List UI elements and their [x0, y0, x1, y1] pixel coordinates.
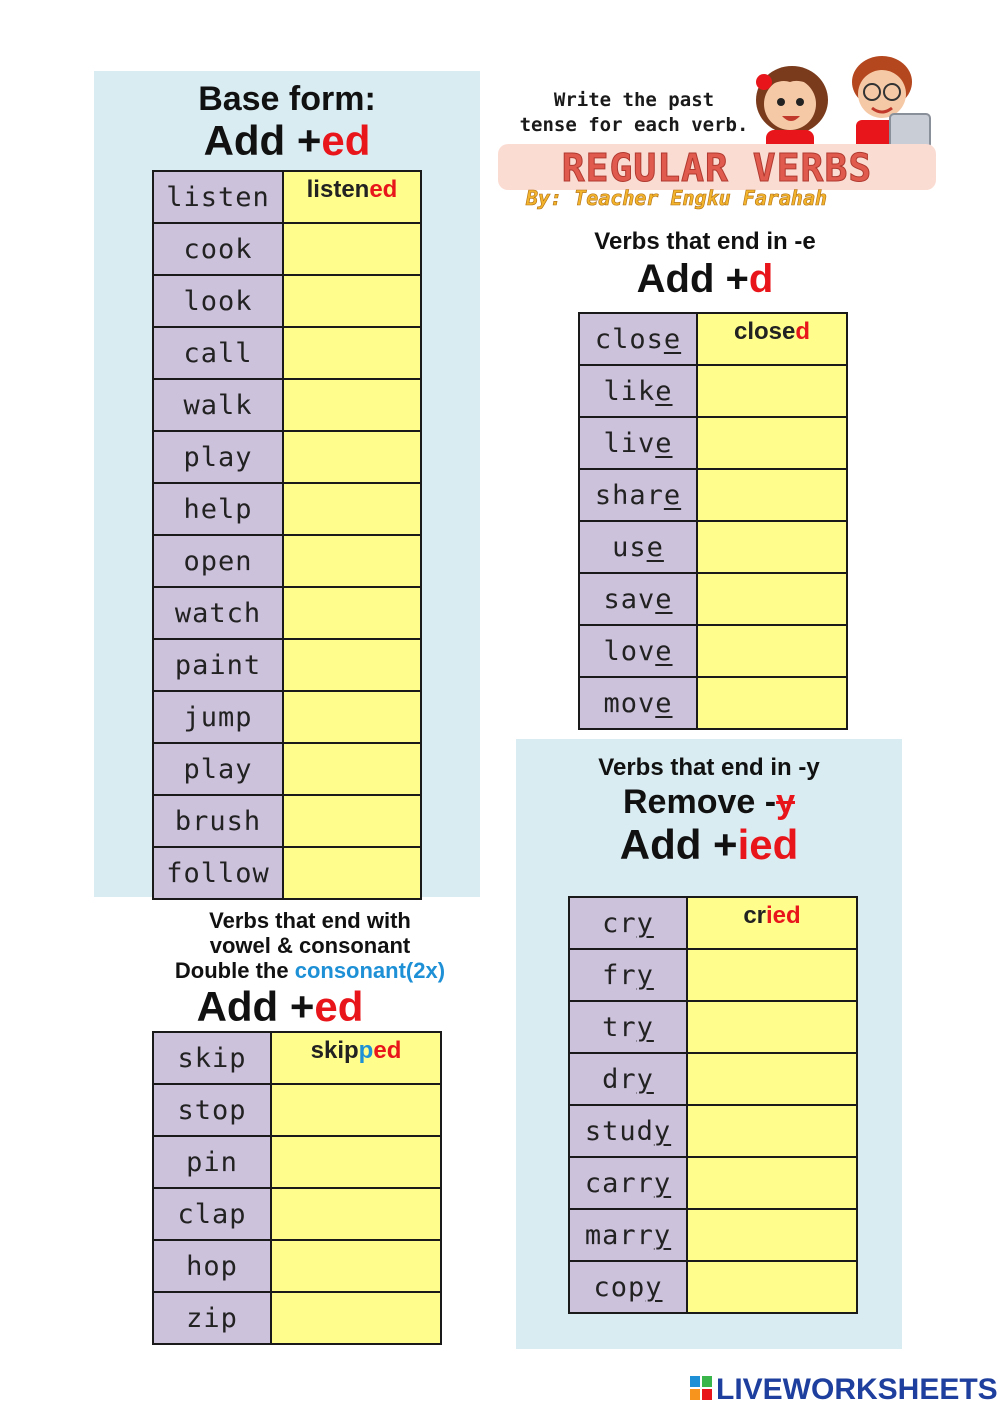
double-heading-line1: Verbs that end with: [209, 908, 411, 933]
verb-base-form: brush: [153, 795, 283, 847]
verb-base-form: [579, 469, 697, 521]
example-suffix: d: [795, 318, 811, 345]
verb-row: [153, 1188, 441, 1240]
past-tense-answer-field[interactable]: [687, 1105, 857, 1157]
verb-stem: dr: [602, 1063, 637, 1095]
past-tense-answer-field[interactable]: [283, 379, 421, 431]
verb-base-form: [579, 625, 697, 677]
past-tense-answer-field[interactable]: [283, 223, 421, 275]
past-tense-answer-field[interactable]: [697, 365, 847, 417]
verb-row: [153, 483, 421, 535]
past-tense-answer-field[interactable]: [697, 417, 847, 469]
past-tense-answer-field[interactable]: [283, 847, 421, 899]
add-ed-heading: Add +ed: [203, 117, 371, 164]
verb-row: [569, 1209, 857, 1261]
verb-base-form: stop: [153, 1084, 271, 1136]
verb-base-form: jump: [153, 691, 283, 743]
example-suffix: ed: [369, 176, 398, 203]
verb-base-form: watch: [153, 587, 283, 639]
verb-row: [153, 691, 421, 743]
verb-row: [153, 587, 421, 639]
past-tense-answer-field[interactable]: [283, 795, 421, 847]
verb-row: [153, 379, 421, 431]
e-verb-table: [578, 312, 848, 730]
verb-stem: mov: [603, 687, 656, 719]
verb-stem: lik: [603, 375, 656, 407]
verb-row: [569, 949, 857, 1001]
double-verb-table: [152, 1031, 442, 1345]
verb-base-form: walk: [153, 379, 283, 431]
verb-row: [153, 795, 421, 847]
verb-last-letter: e: [663, 323, 682, 355]
verb-last-letter: y: [653, 1219, 672, 1251]
example-answer: [697, 313, 847, 365]
verb-last-letter: y: [653, 1167, 672, 1199]
past-tense-answer-field[interactable]: [283, 743, 421, 795]
verb-stem: marr: [584, 1219, 654, 1251]
verb-base-form: cook: [153, 223, 283, 275]
past-tense-answer-field[interactable]: [697, 521, 847, 573]
verb-stem: fr: [602, 959, 637, 991]
verb-last-letter: y: [636, 907, 654, 939]
verb-base-form: [579, 521, 697, 573]
remove-y-heading: Remove -y: [623, 783, 795, 821]
verb-stem: shar: [594, 479, 664, 511]
instruction-text: Write the past tense for each verb.: [519, 89, 749, 136]
verb-base-form: skip: [153, 1032, 271, 1084]
past-tense-answer-field[interactable]: [283, 483, 421, 535]
e-section-title: [540, 228, 870, 302]
example-stem: listen: [306, 176, 370, 203]
verb-stem: us: [612, 531, 647, 563]
past-tense-answer-field[interactable]: [271, 1136, 441, 1188]
verb-last-letter: y: [636, 1063, 654, 1095]
verb-row: [569, 1053, 857, 1105]
add-ied-heading: Add +ied: [619, 821, 799, 868]
past-tense-answer-field[interactable]: [687, 1001, 857, 1053]
verb-last-letter: e: [663, 479, 682, 511]
past-tense-answer-field[interactable]: [687, 1261, 857, 1313]
verb-row: [153, 639, 421, 691]
verb-stem: liv: [603, 427, 656, 459]
kids-illustration: [744, 42, 940, 154]
verb-base-form: hop: [153, 1240, 271, 1292]
verb-base-form: [569, 1105, 687, 1157]
verb-row: [153, 327, 421, 379]
verb-row: [153, 1292, 441, 1344]
verb-stem: stud: [584, 1115, 654, 1147]
verb-base-form: help: [153, 483, 283, 535]
y-verb-table: [568, 896, 858, 1314]
verb-base-form: clap: [153, 1188, 271, 1240]
example-stem: skip: [310, 1037, 359, 1064]
verb-row: [569, 1261, 857, 1313]
verb-last-letter: e: [655, 427, 673, 459]
verb-base-form: [569, 897, 687, 949]
verb-row: [569, 1157, 857, 1209]
verb-row: [153, 223, 421, 275]
past-tense-answer-field[interactable]: [271, 1292, 441, 1344]
past-tense-answer-field[interactable]: [283, 431, 421, 483]
verb-row: [579, 469, 847, 521]
verb-last-letter: y: [653, 1115, 672, 1147]
verb-base-form: [579, 313, 697, 365]
verb-stem: cr: [602, 907, 637, 939]
y-section-heading: Verbs that end in -y: [598, 754, 820, 781]
author-byline: By: Teacher Engku Farahah: [526, 186, 828, 210]
verb-base-form: [569, 1157, 687, 1209]
verb-row: [153, 535, 421, 587]
verb-base-form: zip: [153, 1292, 271, 1344]
y-section-title: [516, 754, 902, 868]
example-answer: [271, 1032, 441, 1084]
double-add-ed-heading: Add +ed: [196, 983, 364, 1030]
example-stem: close: [733, 318, 796, 345]
past-tense-answer-field[interactable]: [283, 587, 421, 639]
verb-base-form: call: [153, 327, 283, 379]
add-d-heading: Add +d: [636, 257, 774, 301]
example-answer: [687, 897, 857, 949]
double-section-title: [130, 908, 490, 1031]
verb-base-form: follow: [153, 847, 283, 899]
past-tense-answer-field[interactable]: [283, 275, 421, 327]
past-tense-answer-field[interactable]: [271, 1240, 441, 1292]
verb-base-form: [579, 365, 697, 417]
past-tense-answer-field[interactable]: [697, 625, 847, 677]
verb-row: [153, 275, 421, 327]
verb-base-form: [569, 949, 687, 1001]
verb-stem: clos: [594, 323, 664, 355]
verb-row: [569, 1001, 857, 1053]
past-tense-answer-field[interactable]: [271, 1084, 441, 1136]
verb-base-form: [569, 1053, 687, 1105]
verb-row: [579, 677, 847, 729]
verb-stem: lov: [603, 635, 656, 667]
verb-last-letter: e: [655, 375, 673, 407]
verb-row: [569, 1105, 857, 1157]
double-heading-line3: Double the consonant(2x): [174, 958, 446, 983]
regular-verbs-title: REGULAR VERBS: [561, 146, 873, 190]
example-suffix: ed: [373, 1037, 402, 1064]
base-form-title: [94, 80, 480, 163]
verb-last-letter: y: [636, 1011, 654, 1043]
verb-base-form: [569, 1209, 687, 1261]
verb-stem: cop: [593, 1271, 646, 1303]
verb-row: [153, 171, 421, 223]
past-tense-answer-field[interactable]: [271, 1188, 441, 1240]
verb-row: [579, 417, 847, 469]
past-tense-answer-field[interactable]: [697, 469, 847, 521]
past-tense-answer-field[interactable]: [283, 691, 421, 743]
past-tense-answer-field[interactable]: [697, 573, 847, 625]
verb-last-letter: e: [646, 531, 664, 563]
verb-last-letter: e: [655, 635, 673, 667]
verb-last-letter: e: [655, 583, 673, 615]
verb-base-form: pin: [153, 1136, 271, 1188]
verb-base-form: look: [153, 275, 283, 327]
verb-row: [579, 521, 847, 573]
verb-row: [153, 847, 421, 899]
e-section-heading: Verbs that end in -e: [594, 228, 816, 255]
verb-row: [153, 743, 421, 795]
verb-base-form: open: [153, 535, 283, 587]
base-form-verb-table: [152, 170, 422, 900]
verb-base-form: [579, 417, 697, 469]
double-heading-line2: vowel & consonant: [209, 933, 411, 958]
verb-last-letter: y: [636, 959, 654, 991]
verb-row: [579, 313, 847, 365]
past-tense-answer-field[interactable]: [687, 949, 857, 1001]
past-tense-answer-field[interactable]: [687, 1209, 857, 1261]
past-tense-answer-field[interactable]: [687, 1053, 857, 1105]
liveworksheets-logo-icon: [690, 1376, 712, 1400]
verb-row: [579, 365, 847, 417]
example-doubled-consonant: p: [358, 1037, 374, 1064]
example-suffix: ied: [766, 902, 801, 929]
verb-base-form: [579, 573, 697, 625]
verb-base-form: [579, 677, 697, 729]
verb-row: [153, 1032, 441, 1084]
verb-base-form: [569, 1261, 687, 1313]
past-tense-answer-field[interactable]: [283, 327, 421, 379]
verb-row: [579, 573, 847, 625]
verb-last-letter: y: [645, 1271, 663, 1303]
verb-stem: carr: [584, 1167, 654, 1199]
verb-base-form: [569, 1001, 687, 1053]
verb-base-form: listen: [153, 171, 283, 223]
verb-row: [569, 897, 857, 949]
example-stem: cr: [743, 902, 766, 929]
liveworksheets-brand: LIVEWORKSHEETS: [716, 1373, 998, 1406]
verb-row: [579, 625, 847, 677]
verb-row: [153, 431, 421, 483]
base-form-heading: Base form:: [198, 80, 376, 118]
example-answer: [283, 171, 421, 223]
past-tense-answer-field[interactable]: [283, 535, 421, 587]
verb-base-form: paint: [153, 639, 283, 691]
verb-stem: tr: [602, 1011, 637, 1043]
past-tense-answer-field[interactable]: [283, 639, 421, 691]
verb-row: [153, 1084, 441, 1136]
past-tense-answer-field[interactable]: [687, 1157, 857, 1209]
verb-row: [153, 1240, 441, 1292]
verb-last-letter: e: [655, 687, 673, 719]
verb-row: [153, 1136, 441, 1188]
verb-stem: sav: [603, 583, 656, 615]
verb-base-form: play: [153, 743, 283, 795]
verb-base-form: play: [153, 431, 283, 483]
past-tense-answer-field[interactable]: [697, 677, 847, 729]
